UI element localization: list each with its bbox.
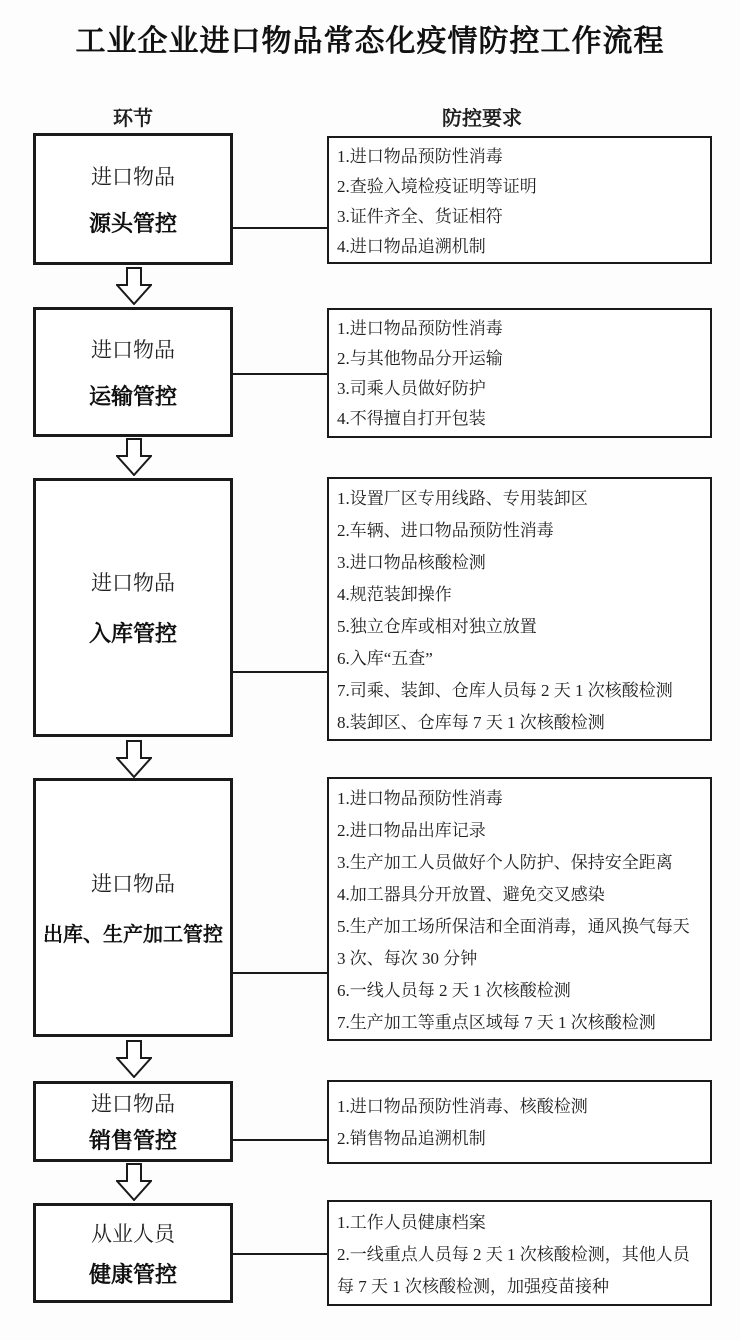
- requirements-box-source-control: [327, 136, 712, 264]
- requirement-item: 4.不得擅自打开包装: [337, 409, 486, 428]
- column-header-requirements: 防控要求: [442, 108, 522, 130]
- requirement-item: 5.生产加工场所保洁和全面消毒，通风换气每天 3 次、每次 30 分钟: [337, 917, 690, 968]
- down-arrow-icon: [116, 740, 152, 778]
- step-stage: 健康管控: [88, 1261, 177, 1287]
- step-box-source-control: [33, 133, 233, 265]
- requirement-item: 3.进口物品核酸检测: [337, 553, 486, 572]
- requirements-box-warehouse-in-control: [327, 477, 712, 741]
- requirements-box-outbound-production-control: [327, 777, 712, 1041]
- step-category: 进口物品: [91, 873, 175, 896]
- requirement-item: 2.与其他物品分开运输: [337, 349, 503, 368]
- step-box-sales-control: [33, 1081, 233, 1162]
- step-category: 从业人员: [91, 1222, 175, 1246]
- requirement-item: 1.进口物品预防性消毒: [337, 147, 503, 166]
- requirement-item: 4.规范装卸操作: [337, 585, 452, 604]
- requirement-item: 1.工作人员健康档案: [337, 1213, 486, 1232]
- step-box-transport-control: [33, 307, 233, 437]
- step-category: 进口物品: [91, 572, 175, 595]
- step-box-outbound-production-control: [33, 778, 233, 1037]
- requirement-item: 2.销售物品追溯机制: [337, 1129, 486, 1148]
- requirement-item: 2.进口物品出库记录: [337, 821, 486, 840]
- connector-line: [233, 671, 327, 673]
- requirement-item: 2.查验入境检疫证明等证明: [337, 177, 537, 196]
- requirement-item: 4.进口物品追溯机制: [337, 237, 486, 256]
- page-title: 工业企业进口物品常态化疫情防控工作流程: [75, 25, 665, 58]
- requirement-item: 3.司乘人员做好防护: [337, 379, 486, 398]
- connector-line: [233, 1139, 327, 1141]
- step-category: 进口物品: [91, 1093, 175, 1116]
- requirements-box-health-control: [327, 1200, 712, 1306]
- requirement-item: 6.入库“五查”: [337, 649, 433, 668]
- connector-line: [233, 972, 327, 974]
- step-box-health-control: [33, 1203, 233, 1303]
- step-stage: 运输管控: [88, 383, 177, 409]
- requirement-item: 2.车辆、进口物品预防性消毒: [337, 521, 554, 540]
- requirement-item: 3.生产加工人员做好个人防护、保持安全距离: [337, 853, 673, 872]
- requirement-item: 7.生产加工等重点区域每 7 天 1 次核酸检测: [337, 1013, 656, 1032]
- requirement-item: 2.一线重点人员每 2 天 1 次核酸检测，其他人员每 7 天 1 次核酸检测，加强疫苗接种: [337, 1245, 690, 1296]
- requirement-item: 7.司乘、装卸、仓库人员每 2 天 1 次核酸检测: [337, 681, 673, 700]
- step-stage: 出库、生产加工管控: [43, 924, 223, 946]
- connector-line: [233, 227, 327, 229]
- down-arrow-icon: [116, 267, 152, 305]
- connector-line: [233, 373, 327, 375]
- requirement-item: 6.一线人员每 2 天 1 次核酸检测: [337, 981, 571, 1000]
- down-arrow-icon: [116, 1040, 152, 1078]
- requirements-box-sales-control: [327, 1080, 712, 1164]
- requirement-item: 1.进口物品预防性消毒: [337, 789, 503, 808]
- column-header-steps: 环节: [113, 108, 153, 130]
- down-arrow-icon: [116, 438, 152, 476]
- requirement-item: 4.加工器具分开放置、避免交叉感染: [337, 885, 605, 904]
- requirement-item: 1.设置厂区专用线路、专用装卸区: [337, 489, 588, 508]
- requirement-item: 3.证件齐全、货证相符: [337, 207, 503, 226]
- step-box-warehouse-in-control: [33, 478, 233, 737]
- down-arrow-icon: [116, 1163, 152, 1201]
- requirement-item: 5.独立仓库或相对独立放置: [337, 617, 537, 636]
- connector-line: [233, 1253, 327, 1255]
- step-stage: 入库管控: [88, 621, 177, 646]
- step-category: 进口物品: [91, 338, 175, 362]
- step-stage: 销售管控: [88, 1128, 177, 1153]
- requirement-item: 1.进口物品预防性消毒: [337, 319, 503, 338]
- step-stage: 源头管控: [88, 210, 177, 236]
- requirement-item: 8.装卸区、仓库每 7 天 1 次核酸检测: [337, 713, 605, 732]
- requirements-box-transport-control: [327, 308, 712, 438]
- requirement-item: 1.进口物品预防性消毒、核酸检测: [337, 1097, 588, 1116]
- step-category: 进口物品: [91, 165, 175, 189]
